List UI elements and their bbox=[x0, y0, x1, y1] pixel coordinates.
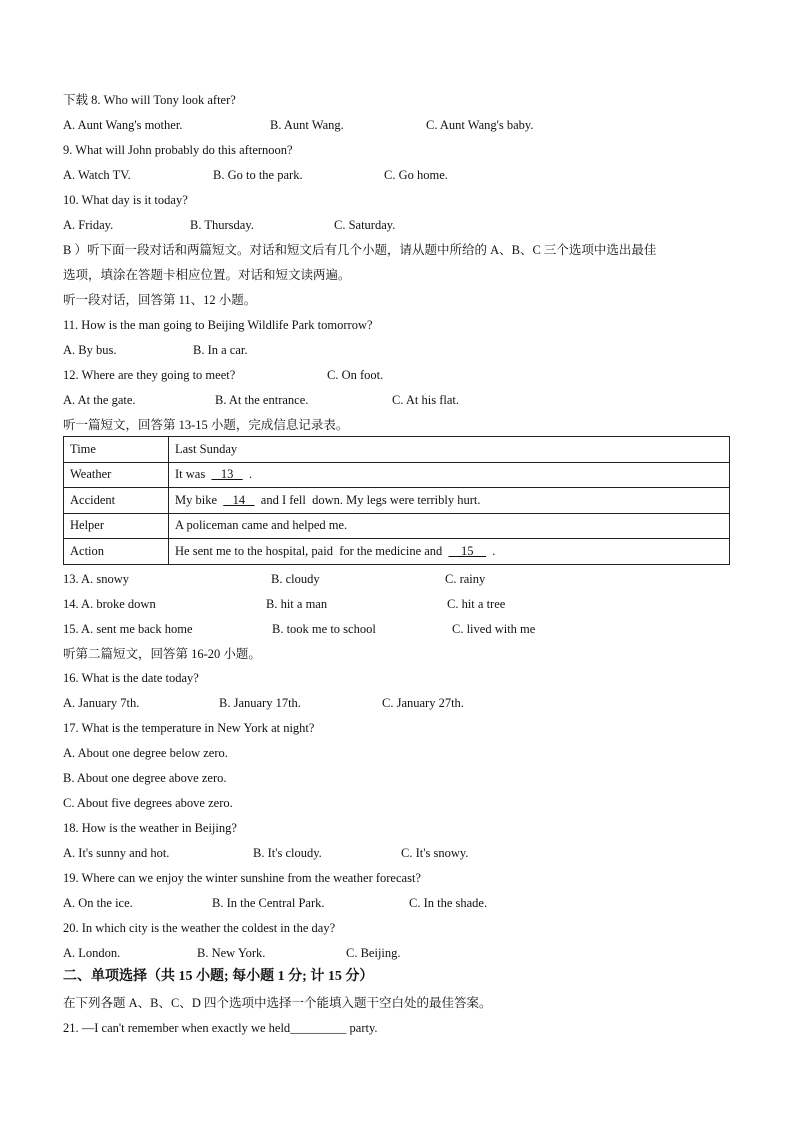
q9-option-b: B. Go to the park. bbox=[213, 168, 303, 182]
row-content bbox=[169, 462, 730, 488]
q16-option-b: B. January 17th. bbox=[219, 696, 301, 710]
q17-option-a: A. About one degree below zero. bbox=[63, 746, 228, 760]
row-content bbox=[169, 437, 730, 463]
q9-option-a: A. Watch TV. bbox=[63, 168, 131, 182]
question-17-stem: 17. What is the temperature in New York at night? bbox=[63, 721, 315, 735]
info-record-table bbox=[63, 436, 730, 565]
q8-option-c: C. Aunt Wang's baby. bbox=[426, 118, 534, 132]
q19-option-c: C. In the shade. bbox=[409, 896, 488, 910]
row-text-end: and I fell down. My legs were terribly hurt. bbox=[254, 492, 481, 507]
q11-option-a: A. By bus. bbox=[63, 343, 117, 357]
q19-option-a: A. On the ice. bbox=[63, 896, 133, 910]
q13-option-a: 13. A. snowy bbox=[63, 572, 129, 586]
q20-option-c: C. Beijing. bbox=[346, 946, 401, 960]
part-2-instruction: 在下列各题 A、B、C、D 四个选项中选择一个能填入题干空白处的最佳答案。 bbox=[63, 996, 492, 1010]
question-16-stem: 16. What is the date today? bbox=[63, 671, 199, 685]
q10-option-b: B. Thursday. bbox=[190, 218, 254, 232]
question-12-stem: 12. Where are they going to meet? bbox=[63, 368, 236, 382]
row-content bbox=[169, 488, 730, 514]
part-2-heading: 二、单项选择（共 15 小题; 每小题 1 分; 计 15 分） bbox=[63, 969, 374, 984]
question-11-stem: 11. How is the man going to Beijing Wildlife Park tomorrow? bbox=[63, 318, 373, 332]
row-text: Last Sunday bbox=[175, 441, 238, 456]
q11-option-c: C. On foot. bbox=[327, 368, 384, 382]
question-20-stem: 20. In which city is the weather the coldest in the day? bbox=[63, 921, 336, 935]
table-row bbox=[64, 462, 730, 488]
table-row bbox=[64, 488, 730, 514]
q17-option-c: C. About five degrees above zero. bbox=[63, 796, 233, 810]
table-row bbox=[64, 513, 730, 539]
q18-option-c: C. It's snowy. bbox=[401, 846, 469, 860]
q13-option-b: B. cloudy bbox=[271, 572, 320, 586]
q13-option-c: C. rainy bbox=[445, 572, 486, 586]
question-9-stem: 9. What will John probably do this afternoon? bbox=[63, 143, 293, 157]
row-text-end: . bbox=[486, 543, 496, 558]
answer-blank-15: 15 bbox=[448, 543, 487, 558]
question-10-stem: 10. What day is it today? bbox=[63, 193, 188, 207]
q18-option-a: A. It's sunny and hot. bbox=[63, 846, 170, 860]
row-text: My bike bbox=[175, 492, 224, 507]
q15-option-c: C. lived with me bbox=[452, 622, 536, 636]
dialogue-intro: 听一段对话，回答第 11、12 小题。 bbox=[63, 293, 257, 307]
table-row bbox=[64, 539, 730, 565]
q15-option-b: B. took me to school bbox=[272, 622, 376, 636]
answer-blank-14: 14 bbox=[223, 492, 255, 507]
row-text: It was bbox=[175, 467, 212, 482]
q10-option-c: C. Saturday. bbox=[334, 218, 396, 232]
q14-option-b: B. hit a man bbox=[266, 597, 328, 611]
question-18-stem: 18. How is the weather in Beijing? bbox=[63, 821, 237, 835]
q16-option-a: A. January 7th. bbox=[63, 696, 140, 710]
row-content bbox=[169, 539, 730, 565]
q14-option-a: 14. A. broke down bbox=[63, 597, 156, 611]
q14-option-c: C. hit a tree bbox=[447, 597, 506, 611]
passage-2-intro: 听第二篇短文，回答第 16-20 小题。 bbox=[63, 647, 261, 661]
passage-1-intro: 听一篇短文，回答第 13-15 小题，完成信息记录表。 bbox=[63, 418, 349, 432]
q15-option-a: 15. A. sent me back home bbox=[63, 622, 193, 636]
q10-option-a: A. Friday. bbox=[63, 218, 114, 232]
question-8-stem: 下载 8. Who will Tony look after? bbox=[63, 93, 236, 107]
q18-option-b: B. It's cloudy. bbox=[253, 846, 322, 860]
question-21-stem: 21. —I can't remember when exactly we held_________ party. bbox=[63, 1021, 378, 1035]
row-text: A policeman came and helped me. bbox=[175, 518, 348, 533]
q8-option-b: B. Aunt Wang. bbox=[270, 118, 344, 132]
row-label: Accident bbox=[64, 488, 169, 514]
q12-option-b: B. At the entrance. bbox=[215, 393, 309, 407]
row-text: He sent me to the hospital, paid for the medicine and bbox=[175, 543, 449, 558]
row-label: Time bbox=[64, 437, 169, 463]
q8-option-a: A. Aunt Wang's mother. bbox=[63, 118, 183, 132]
section-b-instruction-line1: B ）听下面一段对话和两篇短文。对话和短文后有几个小题，请从题中所给的 A、B、C 三个选项中选出最佳 bbox=[63, 243, 657, 257]
row-label: Helper bbox=[64, 513, 169, 539]
row-label: Weather bbox=[64, 462, 169, 488]
q11-option-b: B. In a car. bbox=[193, 343, 248, 357]
row-label: Action bbox=[64, 539, 169, 565]
q9-option-c: C. Go home. bbox=[384, 168, 448, 182]
row-content bbox=[169, 513, 730, 539]
answer-blank-13: 13 bbox=[211, 467, 243, 482]
q16-option-c: C. January 27th. bbox=[382, 696, 464, 710]
row-text-end: . bbox=[242, 467, 253, 482]
table-row bbox=[64, 437, 730, 463]
q17-option-b: B. About one degree above zero. bbox=[63, 771, 227, 785]
q19-option-b: B. In the Central Park. bbox=[212, 896, 325, 910]
q12-option-c: C. At his flat. bbox=[392, 393, 460, 407]
q20-option-b: B. New York. bbox=[197, 946, 266, 960]
q12-option-a: A. At the gate. bbox=[63, 393, 136, 407]
section-b-instruction-line2: 选项，填涂在答题卡相应位置。对话和短文读两遍。 bbox=[63, 268, 351, 282]
question-19-stem: 19. Where can we enjoy the winter sunshine from the weather forecast? bbox=[63, 871, 421, 885]
q20-option-a: A. London. bbox=[63, 946, 121, 960]
